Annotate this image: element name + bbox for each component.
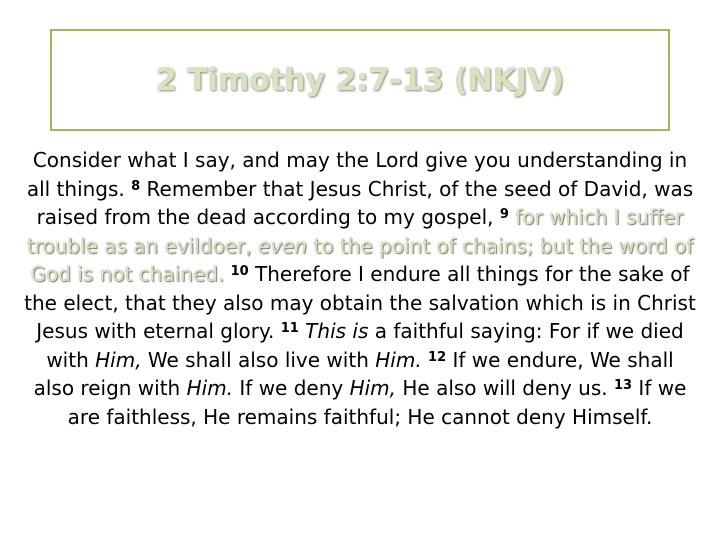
italic-word: even bbox=[257, 233, 308, 258]
italic-word: Him. bbox=[375, 347, 422, 372]
italic-word: This is bbox=[305, 319, 369, 343]
verse-number: 12 bbox=[428, 349, 447, 365]
passage-text: He also will deny us. bbox=[402, 376, 608, 400]
verse-number: 11 bbox=[280, 321, 299, 336]
verse-number: 9 bbox=[499, 207, 509, 222]
passage-text: Therefore I endure all things for the sake of the elect, that they also may obtain the salvation which is in Christ Jesus with eternal glory. bbox=[24, 262, 696, 343]
verse-number: 13 bbox=[613, 378, 633, 393]
passage-text: If we endure, We shall also reign with bbox=[33, 347, 674, 400]
title-box bbox=[50, 29, 670, 131]
passage-text: We shall also live with bbox=[147, 347, 369, 372]
italic-word: Him, bbox=[95, 347, 142, 372]
verse-number: 8 bbox=[131, 178, 141, 194]
scripture-passage bbox=[24, 146, 696, 431]
passage-text: Remember that Jesus Christ, of the seed of David, was raised from the dead according to my gospel, bbox=[36, 176, 694, 229]
italic-word: Him, bbox=[349, 376, 397, 400]
passage-text: If we deny bbox=[239, 376, 344, 400]
slide-title: 2 Timothy 2:7-13 (NKJV) bbox=[155, 62, 565, 98]
passage-text: a faithful saying: For if we died with bbox=[46, 319, 684, 372]
passage-text: If we are faithless, He remains faithful; He cannot deny Himself. bbox=[67, 376, 687, 429]
passage-text: Consider what I say, and may the Lord give you understanding in all things. bbox=[26, 148, 688, 201]
italic-word: Him. bbox=[186, 376, 234, 400]
verse-number: 10 bbox=[230, 264, 249, 279]
passage-text: to the point of chains; but the word of God is not chained. bbox=[30, 233, 694, 286]
passage-text: for which I suffer trouble as an evildoer, bbox=[26, 205, 684, 258]
